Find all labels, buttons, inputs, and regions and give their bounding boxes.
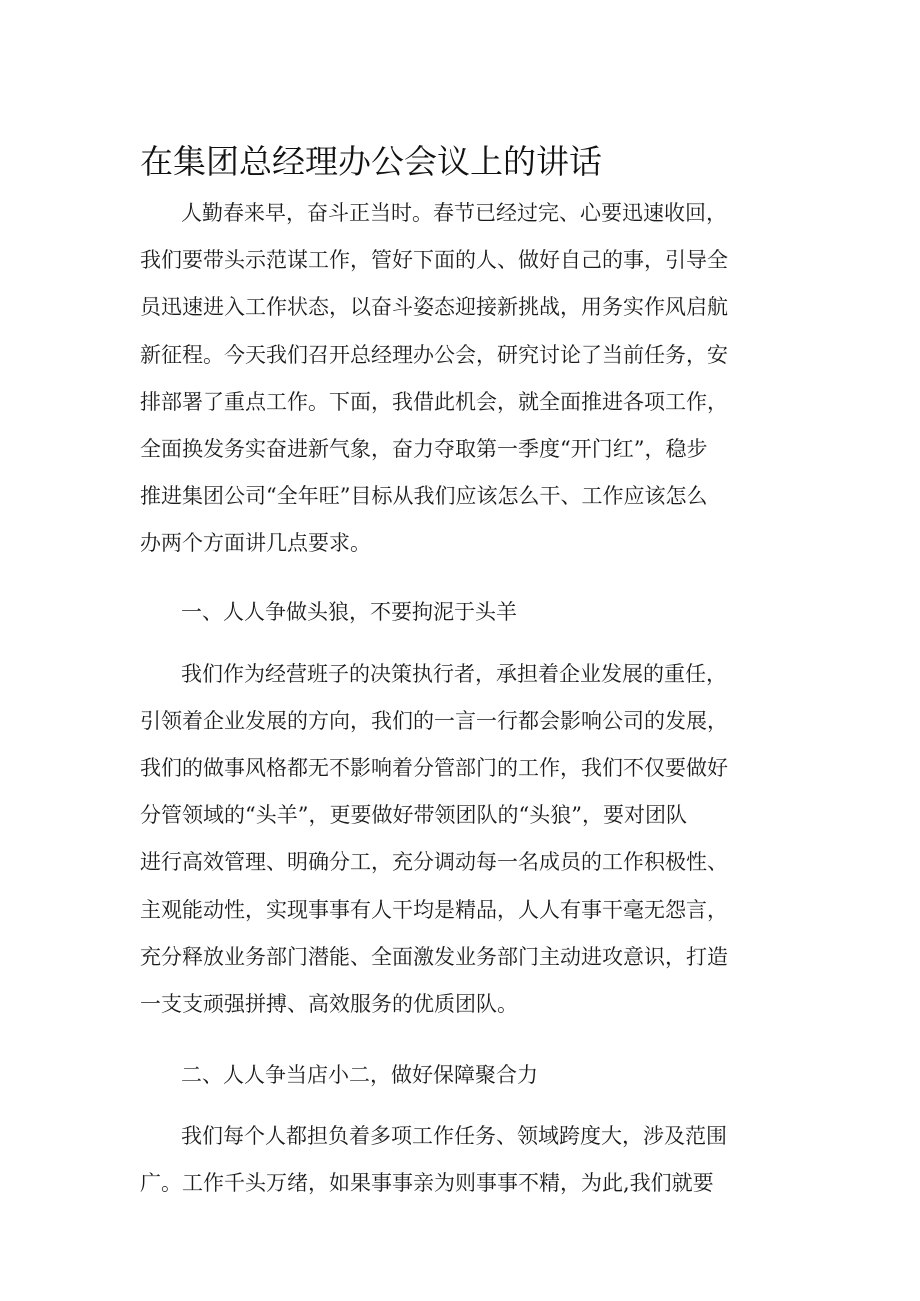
section-1-line-6: 主观能动性，实现事事有人干均是精品，人人有事干毫无怨言， [140, 898, 728, 922]
section-2-line-1: 我们每个人都担负着多项工作任务、领域跨度大，涉及范围 [181, 1124, 727, 1148]
intro-line-1: 人勤春来早，奋斗正当时。春节已经过完、心要迅速收回， [181, 201, 727, 225]
section-1-line-1: 我们作为经营班子的决策执行者，承担着企业发展的重任， [181, 662, 727, 686]
intro-line-6: 全面换发务实奋进新气象，奋力夺取第一季度“开门红”，稳步 [140, 437, 708, 461]
section-1-heading: 一、人人争做头狼，不要拘泥于头羊 [181, 600, 517, 624]
intro-line-5: 排部署了重点工作。下面，我借此机会，就全面推进各项工作， [140, 390, 728, 414]
section-2-line-2: 广。工作千头万绪，如果事事亲为则事事不精，为此,我们就要 [140, 1171, 714, 1195]
section-2-heading: 二、人人争当店小二，做好保障聚合力 [181, 1063, 538, 1087]
section-1-line-2: 引领着企业发展的方向，我们的一言一行都会影响公司的发展， [140, 709, 728, 733]
section-1-line-7: 充分释放业务部门潜能、全面激发业务部门主动进攻意识，打造 [140, 945, 728, 969]
section-1-line-3: 我们的做事风格都无不影响着分管部门的工作，我们不仅要做好 [140, 756, 728, 780]
section-1-line-4: 分管领域的“头羊”，更要做好带领团队的“头狼”，要对团队 [140, 803, 687, 827]
section-1-line-5: 进行高效管理、明确分工，充分调动每一名成员的工作积极性、 [140, 850, 728, 874]
intro-line-2: 我们要带头示范谋工作，管好下面的人、做好自己的事，引导全 [140, 248, 728, 272]
intro-line-3: 员迅速进入工作状态，以奋斗姿态迎接新挑战，用务实作风启航 [140, 295, 728, 319]
section-1-line-8: 一支支顽强拼搏、高效服务的优质团队。 [140, 992, 518, 1016]
intro-line-8: 办两个方面讲几点要求。 [140, 531, 371, 555]
intro-line-7: 推进集团公司“全年旺”目标从我们应该怎么干、工作应该怎么 [140, 484, 708, 508]
intro-line-4: 新征程。今天我们召开总经理办公会，研究讨论了当前任务，安 [140, 343, 728, 367]
document-title: 在集团总经理办公会议上的讲话 [140, 142, 602, 181]
